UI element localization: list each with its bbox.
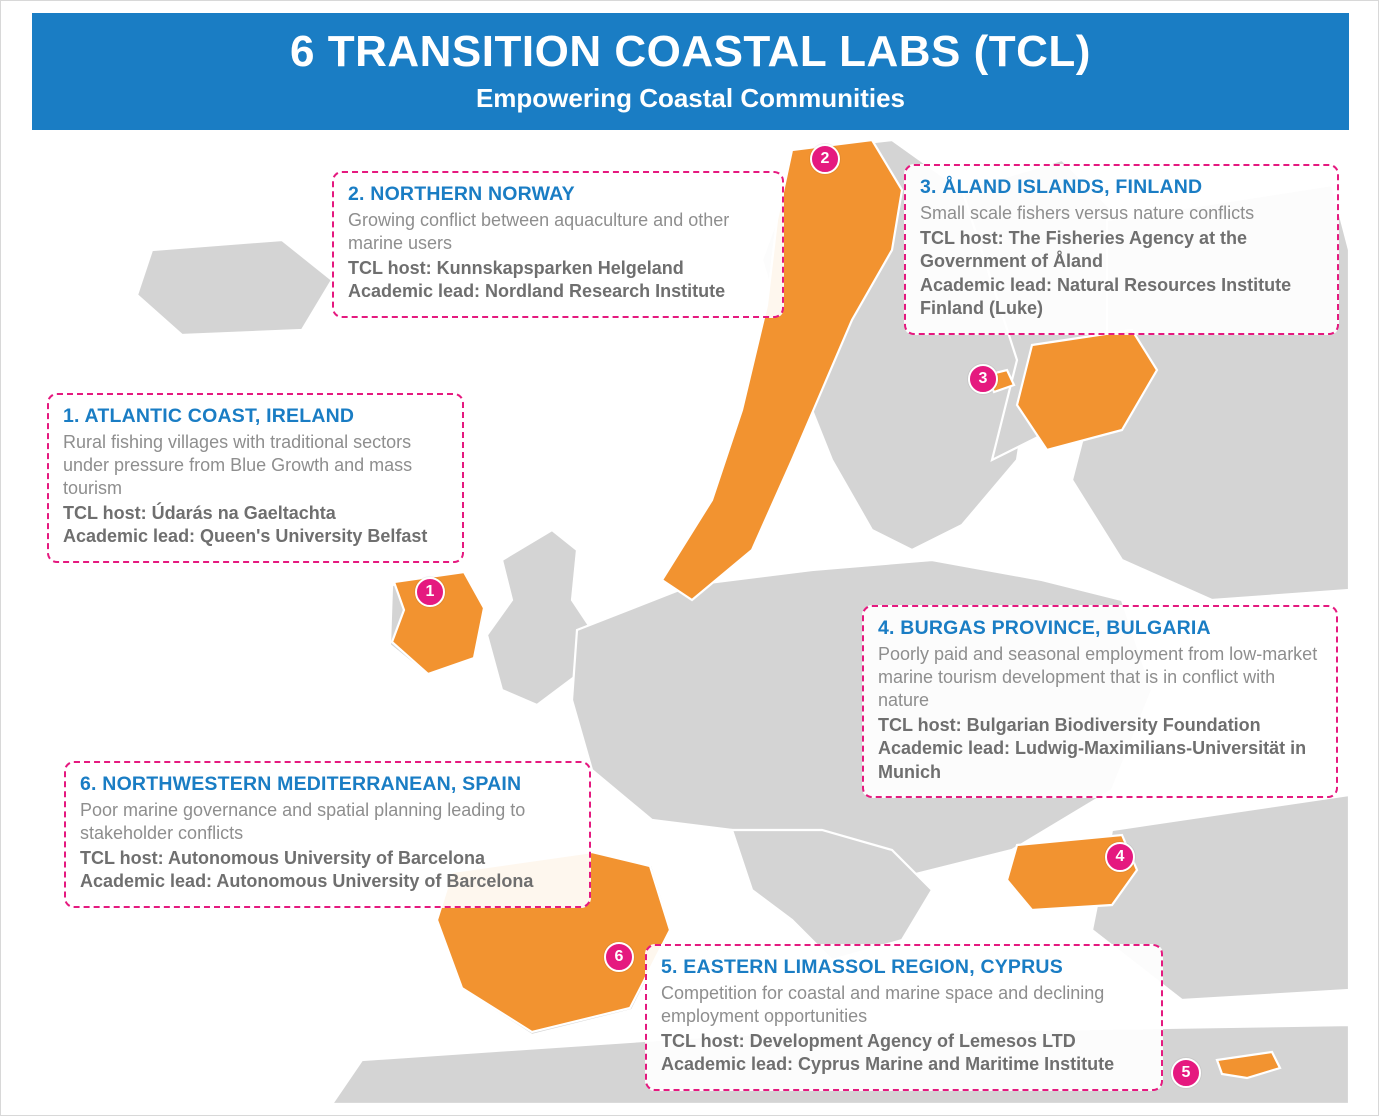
callout-host: TCL host: The Fisheries Agency at the Government of Åland [920, 228, 1248, 272]
callout-title: 4. BURGAS PROVINCE, BULGARIA [878, 617, 1211, 639]
callout-academic-lead: Academic lead: Cyprus Marine and Maritime Institute [661, 1054, 1115, 1075]
map-pin-6[interactable]: 6 [604, 942, 634, 972]
header-banner [32, 13, 1349, 130]
callout-northwestern-mediterranean-spain[interactable] [64, 761, 591, 908]
landmass-iceland [137, 240, 332, 335]
callout-title: 3. ÅLAND ISLANDS, FINLAND [920, 176, 1203, 198]
callout-description: Poorly paid and seasonal employment from low-market marine tourism development that is in conflict with nature [878, 644, 1318, 711]
callout-academic-lead: Academic lead: Queen's University Belfast [63, 526, 428, 547]
callout-description: Competition for coastal and marine space and declining employment opportunities [661, 983, 1105, 1027]
callout-academic-lead: Academic lead: Autonomous University of Barcelona [80, 871, 534, 892]
callout-description: Poor marine governance and spatial planning leading to stakeholder conflicts [80, 800, 526, 844]
map-pin-5[interactable]: 5 [1171, 1058, 1201, 1088]
callout-host: TCL host: Údarás na Gaeltachta [63, 503, 336, 524]
callout-atlantic-coast-ireland[interactable] [47, 393, 464, 563]
callout-title: 6. NORTHWESTERN MEDITERRANEAN, SPAIN [80, 773, 522, 795]
callout-aland-islands[interactable] [904, 164, 1339, 335]
page-subtitle: Empowering Coastal Communities [475, 83, 906, 114]
callout-eastern-limassol-region-cyprus[interactable] [645, 944, 1163, 1091]
callout-burgas-province-bulgaria[interactable] [862, 605, 1338, 798]
map-pin-2[interactable]: 2 [810, 144, 840, 174]
callout-academic-lead: Academic lead: Nordland Research Institute [348, 281, 726, 302]
map-pin-4[interactable]: 4 [1105, 842, 1135, 872]
callout-description: Growing conflict between aquaculture and other marine users [348, 210, 730, 254]
callout-host: TCL host: Autonomous University of Barcelona [80, 848, 486, 869]
callout-host: TCL host: Development Agency of Lemesos LTD [661, 1031, 1076, 1052]
page-title: 6 TRANSITION COASTAL LABS (TCL) [290, 26, 1091, 76]
callout-description: Small scale fishers versus nature conflicts [920, 203, 1255, 223]
callout-title: 2. NORTHERN NORWAY [348, 183, 575, 205]
map-pin-3[interactable]: 3 [968, 364, 998, 394]
callout-title: 1. ATLANTIC COAST, IRELAND [63, 405, 355, 427]
callout-title: 5. EASTERN LIMASSOL REGION, CYPRUS [661, 956, 1063, 978]
callout-academic-lead: Academic lead: Natural Resources Institute Finland (Luke) [920, 274, 1292, 319]
map-pin-1[interactable]: 1 [415, 577, 445, 607]
callout-academic-lead: Academic lead: Ludwig-Maximilians-Universität in Munich [878, 738, 1307, 782]
callout-host: TCL host: Kunnskapsparken Helgeland [348, 258, 684, 279]
callout-description: Rural fishing villages with traditional sectors under pressure from Blue Growth and mass tourism [63, 432, 413, 499]
callout-northern-norway[interactable] [332, 171, 784, 318]
callout-host: TCL host: Bulgarian Biodiversity Foundation [878, 715, 1261, 736]
